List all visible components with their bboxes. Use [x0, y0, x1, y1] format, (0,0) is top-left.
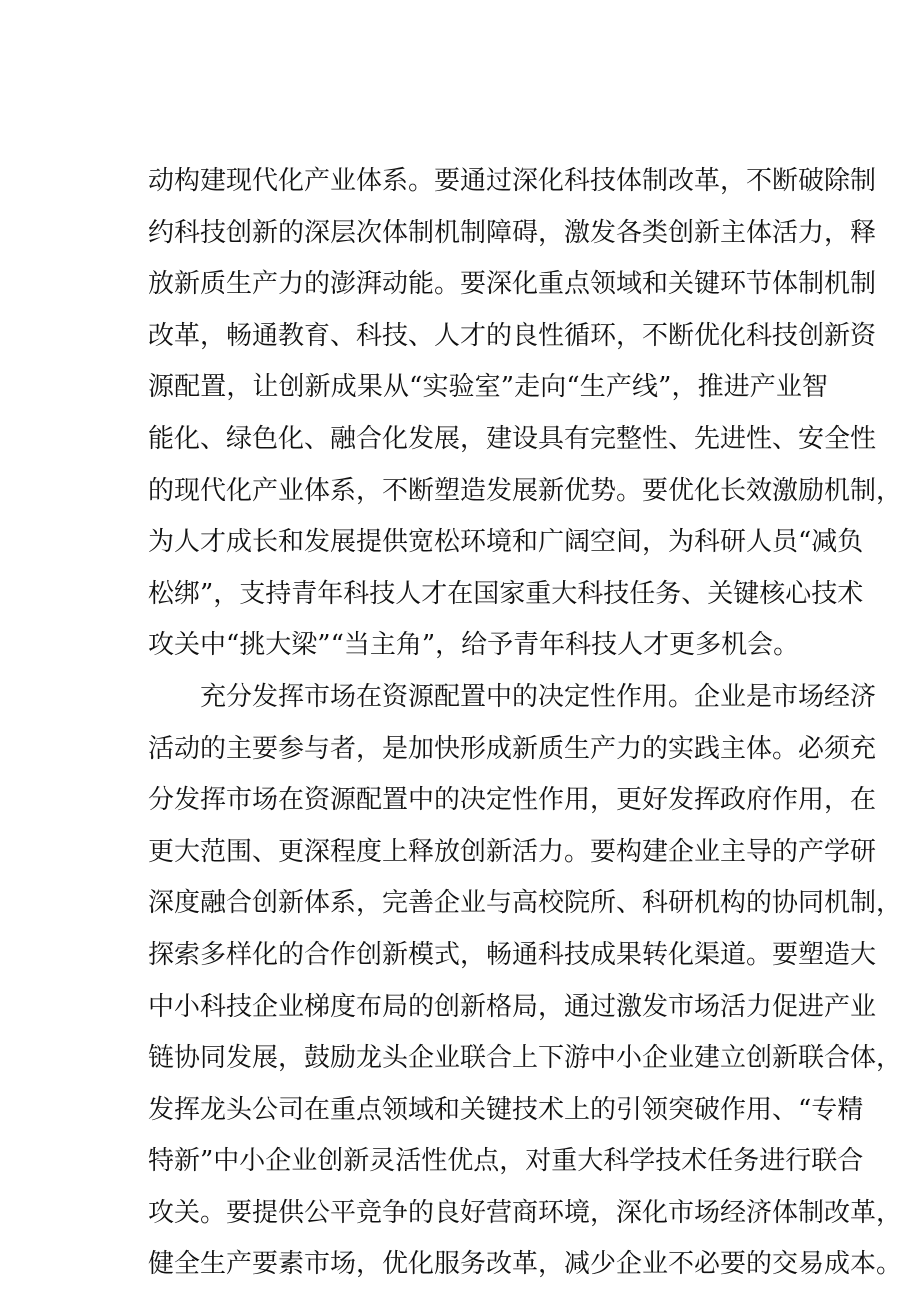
text-line: 攻关中“挑大梁”“当主角”，给予青年科技人才更多机会。: [148, 630, 800, 661]
document-body: [148, 156, 903, 1291]
text-line: 深度融合创新体系，完善企业与高校院所、科研机构的协同机制，: [148, 888, 903, 919]
paragraph-continuation: [148, 156, 903, 672]
text-line: 攻关。要提供公平竞争的良好营商环境，深化市场经济体制改革，: [148, 1197, 903, 1228]
text-line: 链协同发展，鼓励龙头企业联合上下游中小企业建立创新联合体，: [148, 1043, 903, 1074]
text-line: 特新”中小企业创新灵活性优点，对重大科学技术任务进行联合: [148, 1146, 864, 1177]
text-line: 发挥龙头公司在重点领域和关键技术上的引领突破作用、“专精: [148, 1094, 864, 1125]
text-line: 能化、绿色化、融合化发展，建设具有完整性、先进性、安全性: [148, 423, 877, 454]
paragraph-market-role: [148, 672, 903, 1291]
text-line: 活动的主要参与者，是加快形成新质生产力的实践主体。必须充: [148, 733, 877, 764]
text-line: 探索多样化的合作创新模式，畅通科技成果转化渠道。要塑造大: [148, 939, 877, 970]
text-line: 更大范围、更深程度上释放创新活力。要构建企业主导的产学研: [148, 836, 877, 867]
text-line-first: 充分发挥市场在资源配置中的决定性作用。企业是市场经济: [200, 681, 877, 712]
text-line: 中小科技企业梯度布局的创新格局，通过激发市场活力促进产业: [148, 991, 877, 1022]
text-line: 松绑”，支持青年科技人才在国家重大科技任务、关键核心技术: [148, 578, 864, 609]
text-line: 改革，畅通教育、科技、人才的良性循环，不断优化科技创新资: [148, 320, 877, 351]
text-line: 的现代化产业体系，不断塑造发展新优势。要优化长效激励机制，: [148, 475, 903, 506]
text-line: 放新质生产力的澎湃动能。要深化重点领域和关键环节体制机制: [148, 269, 877, 300]
text-line: 约科技创新的深层次体制机制障碍，激发各类创新主体活力，释: [148, 217, 877, 248]
text-line: 动构建现代化产业体系。要通过深化科技体制改革，不断破除制: [148, 166, 877, 196]
text-line: 分发挥市场在资源配置中的决定性作用，更好发挥政府作用，在: [148, 785, 877, 816]
text-line: 源配置，让创新成果从“实验室”走向“生产线”，推进产业智: [148, 372, 828, 403]
text-line: 健全生产要素市场，优化服务改革，减少企业不必要的交易成本。: [148, 1249, 903, 1280]
text-line: 为人才成长和发展提供宽松环境和广阔空间，为科研人员“减负: [148, 527, 864, 558]
